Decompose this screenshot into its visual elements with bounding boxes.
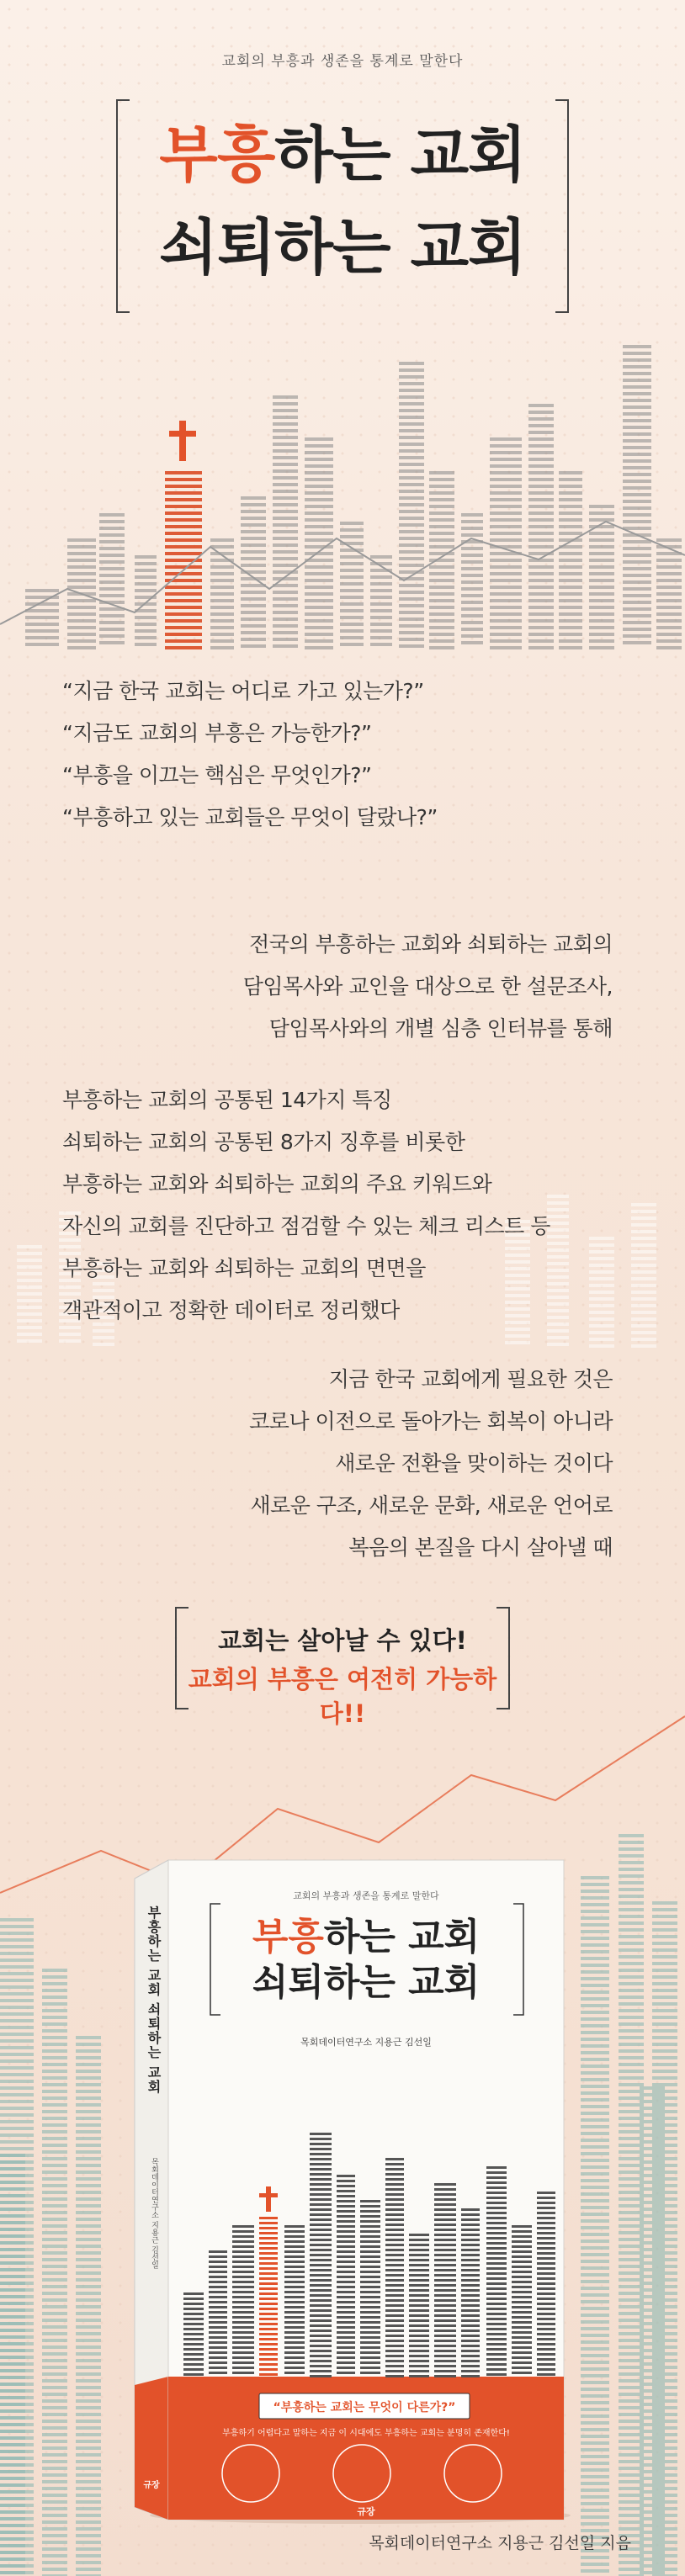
need-line-3: 새로운 전환을 맞이하는 것이다 bbox=[335, 1451, 613, 1476]
book-title-line1 bbox=[168, 1916, 564, 1959]
teal-bar bbox=[42, 1969, 67, 2576]
book-title-rest-1: 하는 교회 bbox=[323, 1916, 481, 1959]
title-accent-2: 쇠퇴 bbox=[159, 212, 275, 283]
survey-line-1: 전국의 부흥하는 교회와 쇠퇴하는 교회의 bbox=[249, 932, 613, 957]
book-cross-icon bbox=[266, 2186, 271, 2212]
feature-line-1: 부흥하는 교회의 공통된 14가지 특징 bbox=[62, 1088, 392, 1112]
city-bar bbox=[528, 404, 554, 649]
need-line-5: 복음의 본질을 다시 살아낼 때 bbox=[348, 1535, 613, 1560]
faint-bar bbox=[631, 1203, 656, 1348]
teal-bar bbox=[0, 1918, 34, 2574]
need-line-2: 코로나 이전으로 돌아가는 회복이 아니라 bbox=[249, 1409, 613, 1434]
feature-line-4: 자신의 교회를 진단하고 점검할 수 있는 체크 리스트 등 bbox=[62, 1214, 550, 1238]
city-bar bbox=[559, 471, 582, 649]
book-band-quote: “부흥하는 교회는 무엇이 다른가?” bbox=[273, 2401, 456, 2414]
faint-bar bbox=[589, 1237, 614, 1348]
page-title-line2 bbox=[116, 212, 569, 283]
question-2: “지금도 교회의 부흥은 가능한가?” bbox=[62, 721, 372, 745]
page-subtitle: 교회의 부흥과 생존을 통계로 말한다 bbox=[221, 53, 464, 70]
spine-publisher: 규장 bbox=[143, 2481, 160, 2490]
book-publisher: 규장 bbox=[357, 2506, 375, 2517]
page-title-line1 bbox=[116, 119, 569, 190]
book-city-bar bbox=[409, 2234, 429, 2377]
book-title-line2 bbox=[168, 1961, 564, 2004]
book-cover-image bbox=[133, 1855, 571, 2524]
callout-frame bbox=[175, 1607, 510, 1728]
cross-icon bbox=[179, 421, 186, 461]
book-city-bar bbox=[360, 2200, 380, 2374]
city-bar bbox=[589, 505, 614, 649]
book-authors: 목회데이터연구소 지용근 김선일 bbox=[300, 2037, 432, 2048]
title-rest-1: 하는 교회 bbox=[274, 119, 526, 190]
spine-authors: 목회데이터연구소 지용근 김선일 bbox=[150, 2158, 158, 2269]
book-city-bar bbox=[183, 2292, 204, 2376]
book-title-rest-2: 하는 교회 bbox=[323, 1961, 481, 2004]
city-bar bbox=[99, 513, 125, 644]
question-4: “부흥하고 있는 교회들은 무엇이 달랐나?” bbox=[62, 805, 438, 830]
title-rest-2: 하는 교회 bbox=[274, 212, 526, 283]
book-city-bar bbox=[310, 2133, 332, 2377]
teal-bar bbox=[0, 2154, 25, 2574]
feature-line-6: 객관적이고 정확한 데이터로 정리했다 bbox=[62, 1298, 400, 1322]
accent-city-bar bbox=[165, 471, 202, 649]
book-cross-icon-bar bbox=[259, 2193, 278, 2197]
spine-title: 부흥하는 교회 쇠퇴하는 교회 bbox=[146, 1905, 162, 2094]
city-bar bbox=[656, 538, 682, 649]
teal-bar bbox=[76, 2036, 101, 2576]
city-bar bbox=[461, 513, 483, 644]
feature-line-5: 부흥하는 교회와 쇠퇴하는 교회의 면면을 bbox=[62, 1256, 426, 1280]
question-1: “지금 한국 교회는 어디로 가고 있는가?” bbox=[62, 679, 424, 703]
city-bar bbox=[623, 345, 651, 644]
footer-authors: 목회데이터연구소 지용근 김선일 지음 bbox=[369, 2534, 631, 2552]
need-line-4: 새로운 구조, 새로운 문화, 새로운 언어로 bbox=[250, 1493, 613, 1518]
callout-line-2: 교회의 부흥은 여전히 가능하다!! bbox=[188, 1665, 497, 1728]
question-3: “부흥을 이끄는 핵심은 무엇인가?” bbox=[62, 763, 372, 787]
city-bar bbox=[135, 555, 157, 646]
feature-line-3: 부흥하는 교회와 쇠퇴하는 교회의 주요 키워드와 bbox=[62, 1172, 492, 1196]
city-bar bbox=[273, 395, 298, 648]
need-line-1: 지금 한국 교회에게 필요한 것은 bbox=[328, 1367, 613, 1391]
book-subtitle: 교회의 부흥과 생존을 통계로 말한다 bbox=[293, 1890, 439, 1901]
city-bar bbox=[399, 362, 424, 648]
teal-bar bbox=[581, 1876, 609, 2573]
city-bar bbox=[370, 555, 392, 646]
book-title-accent-2: 쇠퇴 bbox=[252, 1961, 324, 2004]
book-city-bar bbox=[537, 2192, 555, 2376]
city-bar bbox=[490, 437, 522, 649]
feature-line-2: 쇠퇴하는 교회의 공통된 8가지 징후를 비롯한 bbox=[62, 1130, 465, 1154]
book-band-text: 부흥하기 어렵다고 말하는 지금 이 시대에도 부흥하는 교회는 분명히 존재한다! bbox=[222, 2429, 510, 2438]
title-accent-1: 부흥 bbox=[159, 119, 275, 190]
city-bar bbox=[429, 471, 454, 649]
survey-line-2: 담임목사와 교인을 대상으로 한 설문조사, bbox=[242, 974, 613, 999]
callout-line-1: 교회는 살아날 수 있다! bbox=[218, 1626, 467, 1655]
book-title-accent-1: 부흥 bbox=[252, 1916, 324, 1959]
cross-icon-bar bbox=[169, 431, 196, 437]
survey-line-3: 담임목사와의 개별 심층 인터뷰를 통해 bbox=[268, 1016, 613, 1041]
city-bar bbox=[25, 589, 59, 646]
teal-bar bbox=[652, 1901, 677, 2576]
city-bar bbox=[340, 522, 364, 646]
title-frame bbox=[116, 99, 569, 320]
faint-bar bbox=[17, 1245, 42, 1343]
